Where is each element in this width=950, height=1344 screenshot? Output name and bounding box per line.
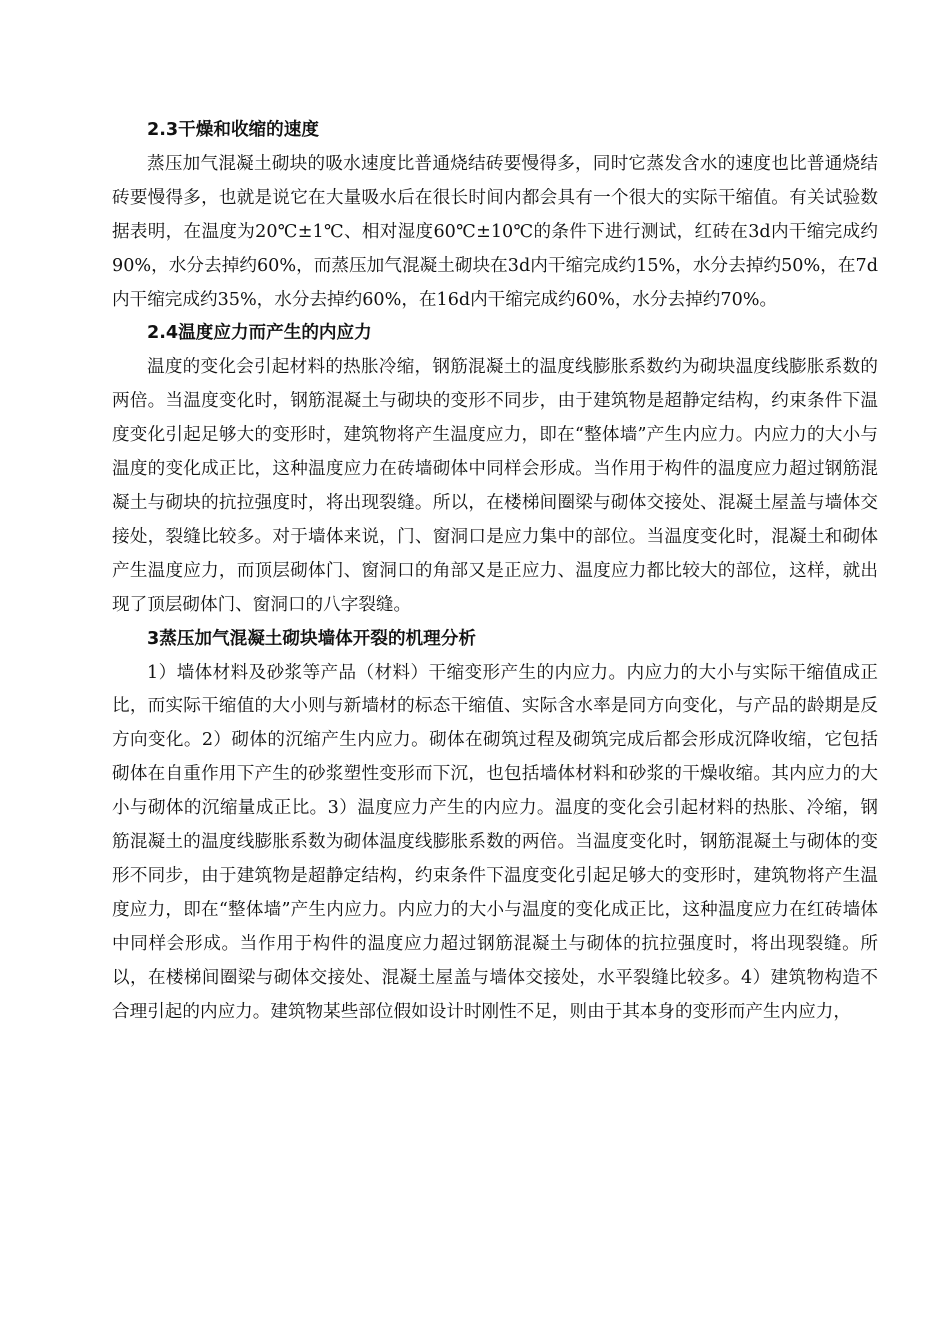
- section-heading-2-3: 2.3干燥和收缩的速度: [147, 120, 319, 140]
- section-heading-3: 3蒸压加气混凝土砌块墙体开裂的机理分析: [147, 628, 476, 649]
- section-paragraph-2-4: 温度的变化会引起材料的热胀冷缩，钢筋混凝土的温度线膨胀系数约为砌块温度线膨胀系数的两倍。当温度变化时，钢筋混凝土与砌块的变形不同步，由于建筑物是超静定结构，约束条件下温度变化引起足够大的变形时，建筑物将产生温度应力，即在“整体墙”产生内应力。内应力的大小与温度的变化成正比，这种温度应力在砖墙砌体中同样会形成。当作用于构件的温度应力超过钢筋混凝土与砌块的抗拉强度时，将出现裂缝。所以，在楼梯间圈梁与砌体交接处、混凝土屋盖与墙体交接处，裂缝比较多。对于墙体来说，门、窗洞口是应力集中的部位。当温度变化时，混凝土和砌体产生温度应力，而顶层砌体门、窗洞口的角部又是正应力、温度应力都比较大的部位，这样，就出现了顶层砌体门、窗洞口的八字裂缝。: [112, 357, 878, 615]
- section-paragraph-2-3: 蒸压加气混凝土砌块的吸水速度比普通烧结砖要慢得多，同时它蒸发含水的速度也比普通烧结砖要慢得多，也就是说它在大量吸水后在很长时间内都会具有一个很大的实际干缩值。有关试验数据表明，在温度为20℃±1℃、相对湿度60℃±10℃的条件下进行测试，红砖在3d内干缩完成约90%，水分去掉约60%，而蒸压加气混凝土砌块在3d内干缩完成约15%，水分去掉约50%，在7d内干缩完成约35%，水分去掉约60%，在16d内干缩完成约60%，水分去掉约70%。: [112, 153, 878, 310]
- document-page: [112, 114, 878, 1029]
- section-paragraph-3: 1）墙体材料及砂浆等产品（材料）干缩变形产生的内应力。内应力的大小与实际干缩值成正比，而实际干缩值的大小则与新墙材的标态干缩值、实际含水率是同方向变化，与产品的龄期是反方向变化。2）砌体的沉缩产生内应力。砌体在砌筑过程及砌筑完成后都会形成沉降收缩，它包括砌体在自重作用下产生的砂浆塑性变形而下沉，也包括墙体材料和砂浆的干燥收缩。其内应力的大小与砌体的沉缩量成正比。3）温度应力产生的内应力。温度的变化会引起材料的热胀、冷缩，钢筋混凝土的温度线膨胀系数为砌体温度线膨胀系数的两倍。当温度变化时，钢筋混凝土与砌体的变形不同步，由于建筑物是超静定结构，约束条件下温度变化引起足够大的变形时，建筑物将产生温度应力，即在“整体墙”产生内应力。内应力的大小与温度的变化成正比，这种温度应力在红砖墙体中同样会形成。当作用于构件的温度应力超过钢筋混凝土与砌体的抗拉强度时，将出现裂缝。所以，在楼梯间圈梁与砌体交接处、混凝土屋盖与墙体交接处，水平裂缝比较多。4）建筑物构造不合理引起的内应力。建筑物某些部位假如设计时刚性不足，则由于其本身的变形而产生内应力，: [112, 662, 878, 1022]
- section-heading-2-4: 2.4温度应力而产生的内应力: [147, 323, 372, 344]
